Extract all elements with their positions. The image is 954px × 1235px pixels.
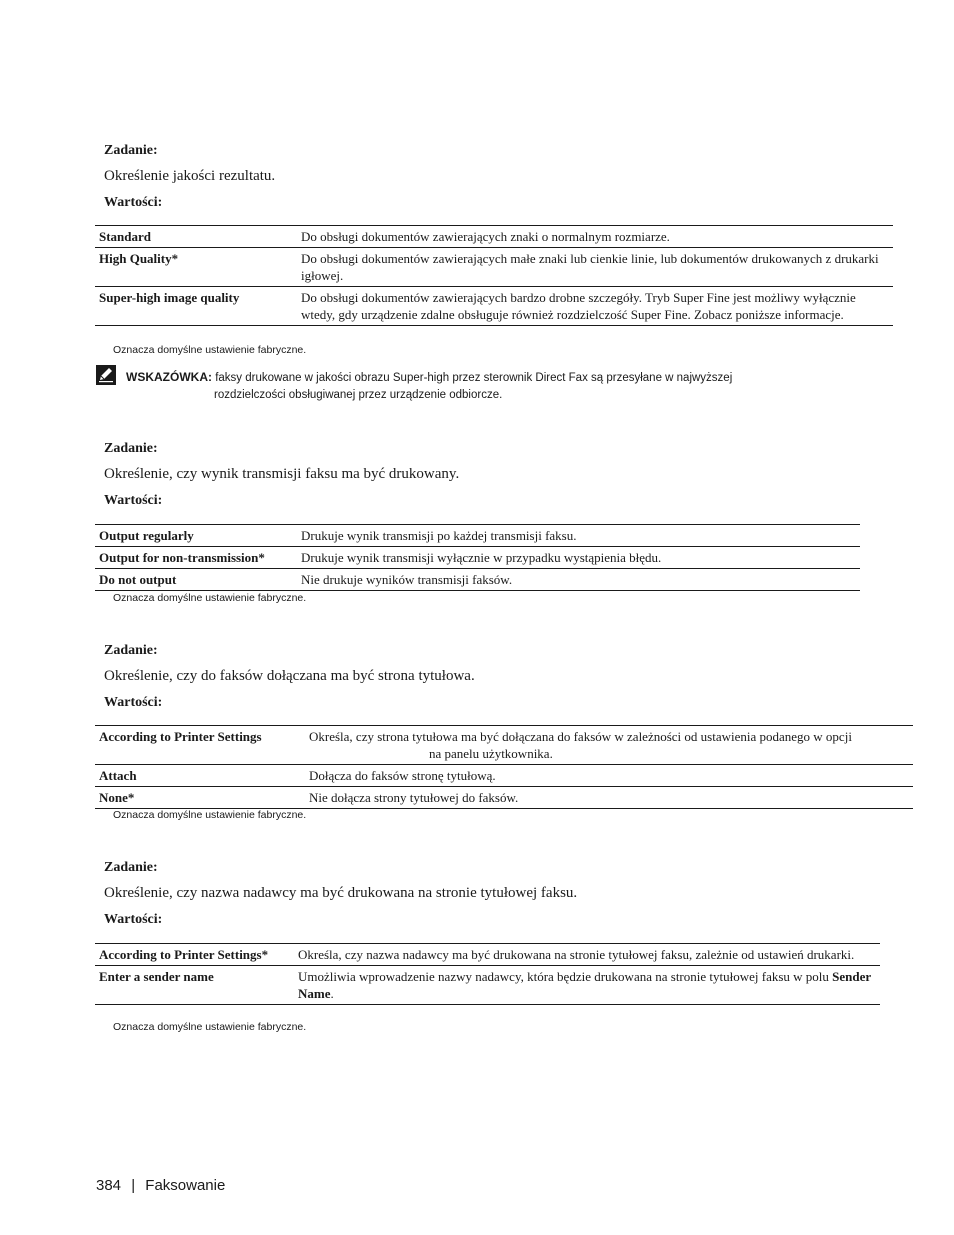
- task-text: Określenie, czy wynik transmisji faksu ma być drukowany.: [104, 466, 460, 482]
- default-note: Oznacza domyślne ustawienie fabryczne.: [113, 809, 307, 821]
- values-table: [95, 524, 860, 591]
- value-desc: Drukuje wynik transmisji po każdej transmisji faksu.: [297, 525, 860, 547]
- task-label: Zadanie:: [104, 143, 158, 158]
- values-table: [95, 225, 893, 326]
- value-key: None*: [95, 787, 305, 809]
- values-label: Wartości:: [104, 695, 163, 710]
- value-desc: Do obsługi dokumentów zawierających znaki o normalnym rozmiarze.: [297, 226, 893, 248]
- value-desc: Drukuje wynik transmisji wyłącznie w przypadku wystąpienia błędu.: [297, 547, 860, 569]
- values-label: Wartości:: [104, 912, 163, 927]
- tip-line-1: [126, 368, 732, 387]
- table-row: [95, 944, 880, 966]
- value-desc-part: Umożliwia wprowadzenie nazwy nadawcy, która będzie drukowana na stronie tytułowej faksu w polu: [298, 969, 829, 984]
- default-note: Oznacza domyślne ustawienie fabryczne.: [113, 592, 307, 604]
- table-row: [95, 248, 893, 287]
- values-label: Wartości:: [104, 493, 163, 508]
- page-footer: [96, 1177, 225, 1194]
- table-row: [95, 525, 860, 547]
- task-text: Określenie, czy do faksów dołączana ma być strona tytułowa.: [104, 668, 475, 684]
- value-key: Attach: [95, 765, 305, 787]
- task-label: Zadanie:: [104, 441, 158, 456]
- values-label: Wartości:: [104, 195, 163, 210]
- value-desc: Nie drukuje wyników transmisji faksów.: [297, 569, 860, 591]
- default-note: Oznacza domyślne ustawienie fabryczne.: [113, 1021, 307, 1033]
- value-key: Standard: [95, 226, 297, 248]
- value-key: Enter a sender name: [95, 966, 294, 1005]
- value-desc: [294, 966, 880, 1005]
- value-desc: Dołącza do faksów stronę tytułową.: [305, 765, 913, 787]
- tip-line-2: rozdzielczości obsługiwanej przez urządzenie odbiorcze.: [214, 389, 503, 401]
- default-note: Oznacza domyślne ustawienie fabryczne.: [113, 344, 307, 356]
- value-desc-part: Określa, czy strona tytułowa ma być dołączana do faksów w zależności od ustawienia podanego w opcji: [309, 729, 852, 744]
- table-row: [95, 966, 880, 1005]
- value-desc: [305, 726, 913, 765]
- value-desc: Do obsługi dokumentów zawierających bardzo drobne szczegóły. Tryb Super Fine jest możliwy wyłącznie wtedy, gdy urządzenie zdalne obsługuje również rozdzielczość Super Fine. Zobacz poniższe informacje.: [297, 287, 893, 326]
- value-key: According to Printer Settings: [95, 726, 305, 765]
- value-key: Output regularly: [95, 525, 297, 547]
- table-row: [95, 287, 893, 326]
- pencil-note-icon: [96, 365, 116, 385]
- values-table: [95, 943, 880, 1005]
- footer-separator: |: [131, 1177, 136, 1194]
- values-table: [95, 725, 913, 809]
- field-name: Sender Name: [298, 969, 871, 1001]
- table-row: [95, 226, 893, 248]
- value-desc-part: na panelu użytkownika.: [429, 746, 553, 761]
- table-row: [95, 726, 913, 765]
- value-desc: Do obsługi dokumentów zawierających małe znaki lub cienkie linie, lub dokumentów drukowanych z drukarki igłowej.: [297, 248, 893, 287]
- task-label: Zadanie:: [104, 860, 158, 875]
- value-key: Output for non-transmission*: [95, 547, 297, 569]
- task-text: Określenie, czy nazwa nadawcy ma być drukowana na stronie tytułowej faksu.: [104, 885, 578, 901]
- value-key: Super-high image quality: [95, 287, 297, 326]
- task-label: Zadanie:: [104, 643, 158, 658]
- tip-text: faksy drukowane w jakości obrazu Super-high przez sterownik Direct Fax są przesyłane w najwyższej: [215, 372, 733, 384]
- page-number: 384: [96, 1177, 122, 1194]
- chapter-title: Faksowanie: [145, 1177, 226, 1194]
- value-desc: Określa, czy nazwa nadawcy ma być drukowana na stronie tytułowej faksu, zależnie od ustawień drukarki.: [294, 944, 880, 966]
- task-text: Określenie jakości rezultatu.: [104, 168, 276, 184]
- table-row: [95, 547, 860, 569]
- value-desc: Nie dołącza strony tytułowej do faksów.: [305, 787, 913, 809]
- table-row: [95, 569, 860, 591]
- value-key: Do not output: [95, 569, 297, 591]
- table-row: [95, 765, 913, 787]
- value-desc-part: .: [330, 986, 334, 1001]
- table-row: [95, 787, 913, 809]
- value-key: According to Printer Settings*: [95, 944, 294, 966]
- tip-label: WSKAZÓWKA:: [126, 370, 212, 384]
- value-key: High Quality*: [95, 248, 297, 287]
